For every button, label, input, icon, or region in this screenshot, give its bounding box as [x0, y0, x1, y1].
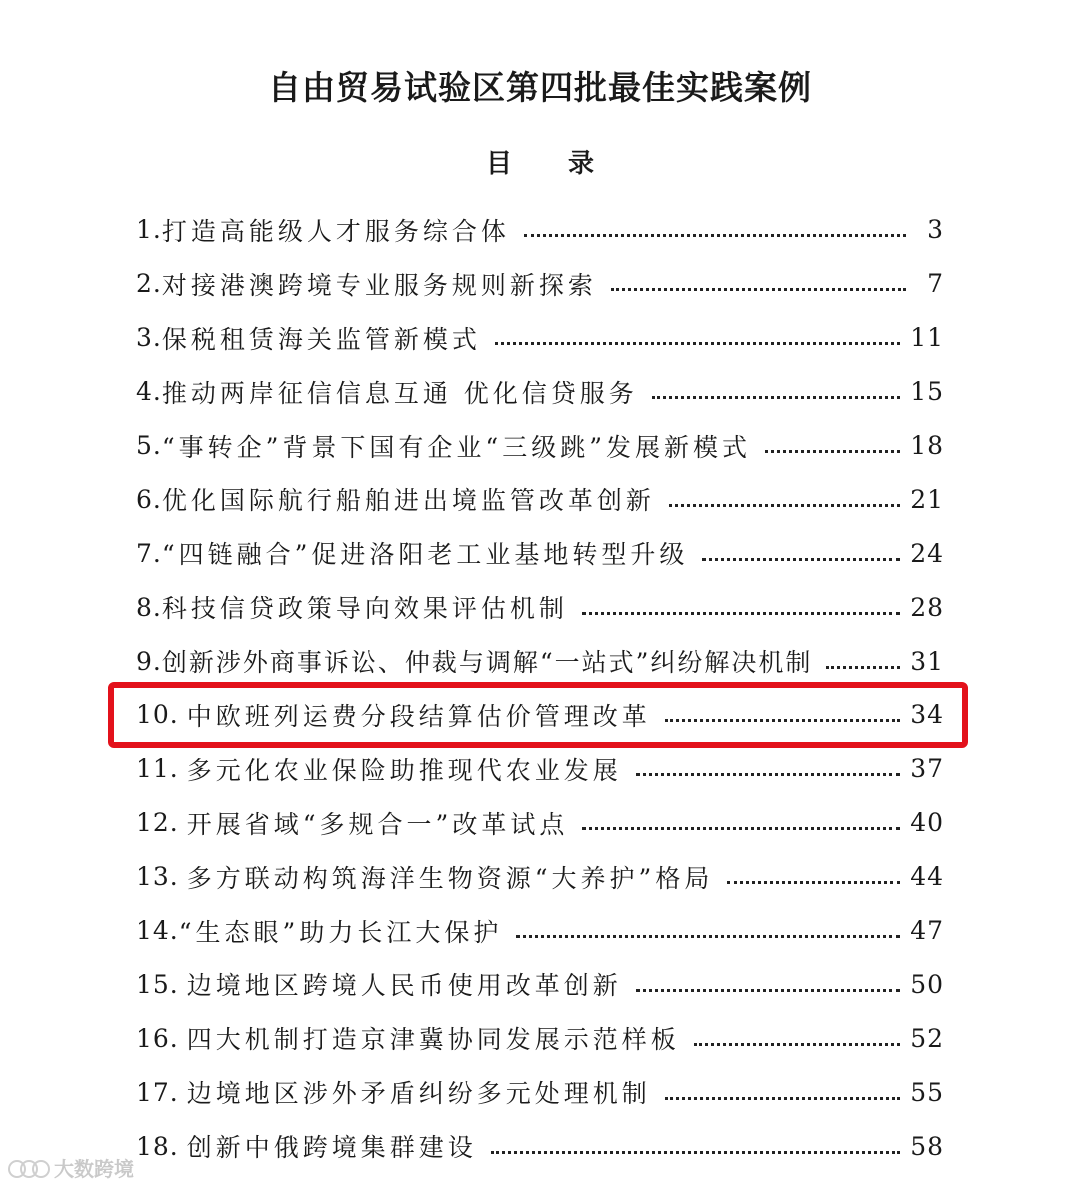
- toc-leader-dots: [765, 450, 900, 453]
- toc-item-number: 10.: [136, 700, 179, 730]
- toc-item-number: 3.: [136, 323, 162, 353]
- toc-item-12[interactable]: [136, 796, 944, 850]
- toc-item-title: 推动两岸征信信息互通 优化信贷服务: [161, 378, 638, 408]
- toc-item-9[interactable]: [136, 634, 944, 688]
- toc-leader-dots: [702, 558, 900, 561]
- toc-leader-dots: [636, 989, 900, 992]
- toc-item-page: 24: [910, 538, 944, 568]
- toc-item-18[interactable]: [136, 1119, 944, 1173]
- toc-item-number: 14.: [136, 916, 179, 946]
- toc-item-number: 5.: [136, 431, 162, 460]
- toc-item-title: “四链融合”促进洛阳老工业基地转型升级: [161, 540, 689, 570]
- toc-item-11[interactable]: [136, 742, 944, 796]
- toc-item-number: 15.: [136, 969, 179, 999]
- document-title: 自由贸易试验区第四批最佳实践案例: [268, 68, 812, 107]
- toc-item-number: 18.: [136, 1131, 179, 1161]
- toc-leader-dots: [652, 396, 900, 399]
- toc-leader-dots: [495, 342, 900, 345]
- toc-item-number: 7.: [136, 538, 162, 568]
- toc-item-title: 多方联动构筑海洋生物资源“大养护”格局: [186, 863, 714, 893]
- toc-item-page: 52: [910, 1023, 944, 1053]
- toc-item-1[interactable]: [136, 203, 944, 257]
- toc-item-number: 1.: [136, 215, 162, 245]
- toc-item-title: 保税租赁海关监管新模式: [161, 324, 481, 354]
- toc-leader-dots: [611, 288, 906, 291]
- toc-item-page: 3: [927, 215, 944, 245]
- toc-item-title: 四大机制打造京津冀协同发展示范样板: [186, 1025, 680, 1055]
- toc-item-number: 8.: [136, 592, 162, 622]
- toc-item-page: 18: [910, 431, 944, 460]
- toc-item-page: 47: [910, 916, 944, 946]
- toc-item-number: 2.: [136, 269, 162, 299]
- toc-item-7[interactable]: [136, 526, 944, 580]
- toc-item-2[interactable]: [136, 257, 944, 311]
- toc-item-title: 优化国际航行船舶进出境监管改革创新: [161, 486, 655, 516]
- watermark-text: 大数跨境: [54, 1157, 134, 1181]
- toc-item-page: 40: [910, 808, 944, 838]
- toc-item-6[interactable]: [136, 472, 944, 526]
- toc-item-number: 17.: [136, 1077, 179, 1107]
- toc-item-title: 边境地区跨境人民币使用改革创新: [186, 971, 622, 1001]
- toc-item-page: 15: [910, 377, 944, 407]
- toc-item-5[interactable]: [136, 419, 944, 473]
- toc-item-page: 21: [910, 484, 944, 514]
- toc-item-page: 7: [927, 269, 944, 299]
- highlight-box: [108, 682, 968, 748]
- toc-item-14[interactable]: [136, 904, 944, 958]
- toc-item-page: 58: [910, 1131, 944, 1161]
- toc-item-title: 开展省域“多规合一”改革试点: [186, 809, 569, 839]
- toc-leader-dots: [491, 1151, 900, 1154]
- toc-leader-dots: [665, 1097, 900, 1100]
- toc-item-3[interactable]: [136, 311, 944, 365]
- toc-leader-dots: [524, 234, 906, 237]
- toc-item-title: 打造高能级人才服务综合体: [161, 216, 510, 246]
- toc-item-17[interactable]: [136, 1065, 944, 1119]
- watermark-logo-icon: [8, 1157, 48, 1179]
- toc-item-title: 边境地区涉外矛盾纠纷多元处理机制: [186, 1079, 651, 1109]
- toc-leader-dots: [826, 666, 900, 669]
- watermark: [8, 1153, 134, 1182]
- toc-item-number: 6.: [136, 484, 162, 514]
- toc-item-number: 4.: [136, 377, 162, 407]
- toc-item-number: 13.: [136, 862, 179, 892]
- toc-item-page: 37: [910, 754, 944, 784]
- toc-leader-dots: [516, 935, 900, 938]
- toc-item-title: 中欧班列运费分段结算估价管理改革: [186, 701, 651, 731]
- toc-item-8[interactable]: [136, 580, 944, 634]
- toc-item-title: “生态眼”助力长江大保护: [178, 917, 503, 947]
- toc-item-number: 12.: [136, 808, 179, 838]
- toc-item-page: 11: [910, 323, 944, 353]
- toc-item-page: 28: [910, 592, 944, 622]
- toc-item-number: 11.: [136, 754, 179, 784]
- toc-item-page: 44: [910, 862, 944, 892]
- toc-item-page: 50: [910, 969, 944, 999]
- toc-item-title: 科技信贷政策导向效果评估机制: [161, 594, 568, 624]
- toc-item-16[interactable]: [136, 1011, 944, 1065]
- toc-item-title: 多元化农业保险助推现代农业发展: [186, 755, 622, 785]
- toc-heading: 目录: [485, 149, 650, 179]
- toc-leader-dots: [694, 1043, 900, 1046]
- toc-item-title: 创新中俄跨境集群建设: [186, 1133, 477, 1163]
- toc-item-4[interactable]: [136, 365, 944, 419]
- toc-item-15[interactable]: [136, 957, 944, 1011]
- toc-item-page: 31: [910, 646, 944, 676]
- toc-item-number: 9.: [136, 646, 162, 676]
- toc-leader-dots: [669, 504, 900, 507]
- toc-item-page: 55: [910, 1077, 944, 1107]
- toc-item-number: 16.: [136, 1023, 179, 1053]
- toc-leader-dots: [582, 827, 900, 830]
- toc-item-13[interactable]: [136, 850, 944, 904]
- toc-leader-dots: [582, 612, 900, 615]
- toc-item-title: “事转企”背景下国有企业“三级跳”发展新模式: [161, 432, 751, 462]
- toc-item-title: 对接港澳跨境专业服务规则新探索: [161, 270, 597, 300]
- toc-item-page: 34: [910, 700, 944, 730]
- toc-item-title: 创新涉外商事诉讼、仲裁与调解“一站式”纠纷解决机制: [161, 648, 813, 678]
- toc-leader-dots: [727, 881, 900, 884]
- toc-leader-dots: [636, 773, 900, 776]
